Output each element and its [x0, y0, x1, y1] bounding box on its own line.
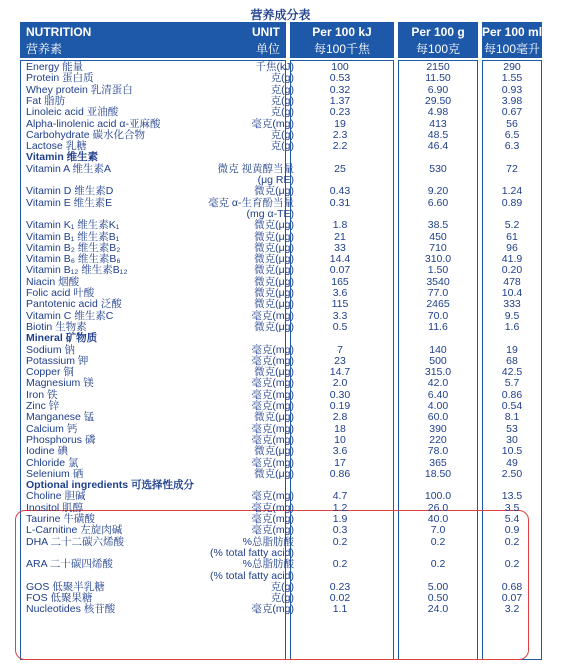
- nutrient-name: Linoleic acid 亚油酸: [26, 106, 119, 119]
- per-kj-value: 0.23: [329, 580, 351, 593]
- header-nutrition-en: NUTRITION: [26, 25, 92, 39]
- per-ml-value: 53: [506, 422, 518, 435]
- per-kj-value: 17: [334, 456, 346, 469]
- per-kj-value: 21: [334, 230, 346, 243]
- nutrient-name: Vitamin B₁ 维生素B₁: [26, 230, 120, 243]
- per-kj-value: 2.2: [332, 140, 348, 153]
- nutrient-name: Sodium 钠: [26, 343, 76, 356]
- header-unit-zh: 单位: [255, 42, 280, 56]
- per-kj-value: 0.02: [329, 592, 351, 605]
- unit-cell: (% total fatty acid): [209, 546, 294, 559]
- table-row: [20, 107, 542, 118]
- table-row: [20, 333, 542, 344]
- per-g-value: 6.40: [427, 388, 449, 401]
- unit-cell: 克(g): [270, 140, 294, 153]
- table-row: [20, 220, 542, 231]
- per-g-value: 42.0: [427, 377, 449, 390]
- nutrient-name: Energy 能量: [26, 61, 84, 73]
- table-row: [20, 604, 542, 615]
- per-g-value: 5.00: [427, 580, 449, 593]
- table-row: [20, 378, 542, 389]
- table-row: [20, 322, 542, 333]
- unit-cell: 微克(μg): [254, 253, 294, 266]
- table-row: [20, 186, 542, 197]
- nutrient-name: Magnesium 镁: [26, 377, 94, 390]
- per-g-value: 77.0: [427, 287, 449, 299]
- nutrient-name: ARA 二十碳四烯酸: [26, 558, 113, 571]
- header-col2-cell: [398, 22, 478, 58]
- per-ml-value: 0.86: [501, 388, 523, 401]
- header-col1-zh: 每100千焦: [313, 42, 371, 56]
- per-kj-value: 0.19: [329, 400, 351, 412]
- per-g-value: 310.0: [424, 253, 452, 266]
- unit-cell: 微克(μg): [254, 467, 294, 480]
- per-g-value: 220: [429, 433, 447, 446]
- per-kj-value: 0.31: [329, 196, 351, 209]
- nutrient-name: Vitamin C 维生素C: [26, 309, 114, 322]
- unit-cell: 毫克 α-生育酚当量: [208, 196, 294, 209]
- unit-cell: 微克 视黄醇当量: [217, 162, 294, 175]
- unit-cell: %总脂肪酸: [242, 558, 294, 571]
- table-row: [20, 119, 542, 130]
- header-col2-en: Per 100 g: [411, 25, 465, 39]
- per-kj-value: 0.43: [329, 185, 351, 198]
- nutrient-name: Folic acid 叶酸: [26, 287, 95, 299]
- per-g-value: 500: [429, 354, 447, 367]
- header-unit-en: UNIT: [252, 25, 280, 39]
- per-g-value: 46.4: [427, 140, 449, 153]
- per-ml-value: 41.9: [501, 253, 523, 266]
- per-kj-value: 7: [337, 343, 343, 356]
- nutrient-name: Calcium 钙: [26, 422, 78, 435]
- unit-cell: (% total fatty acid): [209, 569, 294, 582]
- header-col3-en: Per 100 ml: [482, 25, 543, 39]
- per-ml-value: 13.5: [501, 490, 523, 503]
- nutrient-name: Carbohydrate 碳水化合物: [26, 128, 146, 141]
- per-ml-value: 6.5: [504, 128, 520, 141]
- nutrient-name: Vitamin B₁₂ 维生素B₁₂: [26, 264, 128, 277]
- nutrient-name: Iodine 碘: [26, 445, 69, 458]
- nutrient-name: Optional ingredients 可选择性成分: [26, 479, 195, 492]
- nutrient-name: Copper 铜: [26, 366, 74, 379]
- per-ml-value: 61: [506, 230, 518, 243]
- per-kj-value: 33: [334, 241, 346, 254]
- per-kj-value: 14.4: [329, 253, 351, 266]
- per-kj-value: 0.3: [332, 524, 348, 537]
- header-nutrition-zh: 营养素: [26, 42, 63, 56]
- per-ml-value: 5.7: [504, 377, 520, 390]
- per-g-value: 413: [429, 117, 447, 130]
- unit-cell: 毫克(mg): [251, 422, 294, 435]
- nutrient-name: Choline 胆碱: [26, 490, 86, 503]
- unit-cell: 微克(μg): [254, 298, 294, 311]
- nutrient-name: Manganese 锰: [26, 411, 95, 424]
- per-g-value: 6.90: [427, 83, 449, 96]
- header-nutrient-cell: [20, 22, 286, 58]
- table-row: [20, 265, 542, 276]
- table-row: [20, 525, 542, 536]
- per-g-value: 11.6: [428, 320, 448, 333]
- per-ml-value: 478: [503, 275, 521, 288]
- per-ml-value: 8.1: [504, 411, 520, 424]
- per-g-value: 6.60: [427, 196, 449, 209]
- nutrient-name: Vitamin D 维生素D: [26, 185, 114, 198]
- unit-cell: 微克(μg): [254, 185, 294, 198]
- per-ml-value: 68: [506, 354, 518, 367]
- unit-cell: 毫克(mg): [251, 343, 294, 356]
- per-ml-value: 5.4: [504, 513, 520, 525]
- per-g-value: 9.20: [427, 185, 449, 198]
- per-g-value: 70.0: [427, 309, 449, 322]
- per-kj-value: 0.2: [332, 535, 348, 548]
- per-ml-value: 9.5: [504, 309, 520, 322]
- per-kj-value: 1.2: [332, 501, 348, 514]
- unit-cell: (mg α-TE): [246, 207, 294, 220]
- nutrient-name: Zinc 锌: [26, 400, 60, 412]
- unit-cell: 克(g): [270, 592, 294, 605]
- table-row: [20, 412, 542, 423]
- unit-cell: 毫克(mg): [251, 433, 294, 446]
- per-ml-value: 290: [503, 61, 521, 73]
- unit-cell: 克(g): [270, 72, 294, 85]
- header-col2-zh: 每100克: [415, 42, 461, 56]
- table-row: [20, 141, 542, 152]
- per-g-value: 450: [429, 230, 447, 243]
- per-ml-value: 2.50: [501, 467, 523, 480]
- nutrient-name: Fat 脂肪: [26, 94, 66, 107]
- per-g-value: 530: [429, 162, 447, 175]
- unit-cell: 千焦(kJ): [255, 61, 294, 73]
- per-g-value: 710: [429, 241, 447, 254]
- nutrient-name: Potassium 钾: [26, 354, 89, 367]
- per-g-value: 315.0: [424, 366, 452, 379]
- unit-cell: 微克(μg): [254, 287, 294, 299]
- unit-cell: 微克(μg): [254, 264, 294, 277]
- header-col1-en: Per 100 kJ: [312, 25, 372, 39]
- nutrient-name: Phosphorus 磷: [26, 433, 96, 446]
- header-col1-cell: [290, 22, 394, 58]
- per-g-value: 24.0: [427, 603, 449, 616]
- per-ml-value: 0.68: [501, 580, 523, 593]
- nutrient-name: Biotin 生物素: [26, 320, 87, 333]
- unit-cell: %总脂肪酸: [242, 535, 294, 548]
- nutrient-name: Vitamin 维生素: [26, 151, 99, 164]
- per-g-value: 365: [429, 456, 447, 469]
- table-row: [20, 85, 542, 96]
- per-kj-value: 0.07: [329, 264, 351, 277]
- per-kj-value: 0.30: [329, 388, 351, 401]
- per-kj-value: 23: [334, 354, 346, 367]
- per-ml-value: 96: [506, 241, 518, 254]
- per-ml-value: 3.5: [504, 501, 520, 514]
- per-kj-value: 1.9: [332, 513, 348, 525]
- unit-cell: 微克(μg): [254, 445, 294, 458]
- nutrition-table: [20, 22, 542, 662]
- unit-cell: 毫克(mg): [251, 603, 294, 616]
- per-kj-value: 14.7: [329, 366, 351, 379]
- nutrient-name: Protein 蛋白质: [26, 72, 94, 85]
- per-g-value: 0.2: [430, 558, 446, 571]
- table-row: [20, 491, 542, 502]
- per-kj-value: 3.6: [332, 445, 348, 458]
- nutrient-name: Iron 铁: [26, 388, 58, 401]
- per-g-value: 4.98: [427, 106, 449, 119]
- unit-cell: 微克(μg): [254, 411, 294, 424]
- per-kj-value: 2.8: [332, 411, 348, 424]
- unit-cell: 毫克(mg): [251, 490, 294, 503]
- per-ml-value: 1.55: [501, 72, 523, 85]
- table-row: [20, 446, 542, 457]
- per-g-value: 0.50: [427, 592, 449, 605]
- per-kj-value: 19: [334, 117, 346, 130]
- per-kj-value: 3.3: [332, 309, 348, 322]
- table-row: [20, 232, 542, 243]
- nutrient-name: FOS 低聚果糖: [26, 592, 93, 605]
- nutrient-name: Vitamin B₂ 维生素B₂: [26, 241, 121, 254]
- per-ml-value: 30: [506, 433, 518, 446]
- per-ml-value: 0.9: [504, 524, 520, 537]
- nutrient-name: Taurine 牛磺酸: [26, 513, 95, 525]
- per-ml-value: 3.2: [504, 603, 520, 616]
- unit-cell: 微克(μg): [254, 320, 294, 333]
- per-ml-value: 0.2: [504, 535, 520, 548]
- unit-cell: 微克(μg): [254, 219, 294, 232]
- header-col3-cell: [482, 22, 542, 58]
- per-kj-value: 2.3: [332, 128, 348, 141]
- unit-cell: 毫克(mg): [251, 309, 294, 322]
- unit-cell: 克(g): [270, 94, 294, 107]
- per-g-value: 38.5: [427, 219, 449, 232]
- table-row: [20, 559, 542, 570]
- per-kj-value: 115: [331, 298, 349, 311]
- per-ml-value: 0.07: [501, 592, 523, 605]
- table-row: [20, 424, 542, 435]
- per-kj-value: 0.5: [332, 320, 348, 333]
- nutrient-name: Pantotenic acid 泛酸: [26, 298, 122, 311]
- per-ml-value: 0.67: [501, 106, 523, 119]
- per-ml-value: 6.3: [504, 140, 520, 153]
- per-g-value: 0.2: [430, 535, 446, 548]
- table-title: 营养成分表: [250, 8, 311, 22]
- per-g-value: 11.50: [425, 72, 451, 85]
- table-row: [20, 198, 542, 209]
- per-kj-value: 1.1: [332, 603, 348, 616]
- per-kj-value: 0.23: [329, 106, 351, 119]
- header-col3-zh: 每100毫升: [483, 42, 541, 56]
- nutrient-name: Chloride 氯: [26, 456, 79, 469]
- unit-cell: 微克(μg): [254, 275, 294, 288]
- unit-cell: 毫克(mg): [251, 456, 294, 469]
- per-kj-value: 100: [331, 61, 349, 73]
- unit-cell: 毫克(mg): [251, 513, 294, 525]
- per-ml-value: 72: [506, 162, 518, 175]
- unit-cell: 克(g): [270, 128, 294, 141]
- unit-cell: 克(g): [270, 83, 294, 96]
- unit-cell: 毫克(mg): [251, 524, 294, 537]
- nutrient-name: DHA 二十二碳六烯酸: [26, 535, 125, 548]
- table-row: [20, 152, 542, 163]
- per-kj-value: 1.8: [332, 219, 348, 232]
- per-ml-value: 0.93: [501, 83, 523, 96]
- per-kj-value: 3.6: [332, 287, 348, 299]
- table-row: [20, 537, 542, 548]
- per-kj-value: 25: [334, 162, 346, 175]
- nutrient-name: Mineral 矿物质: [26, 332, 98, 345]
- per-kj-value: 0.53: [329, 72, 351, 85]
- nutrient-name: Whey protein 乳清蛋白: [26, 83, 133, 96]
- per-g-value: 140: [429, 343, 447, 356]
- per-kj-value: 10: [334, 433, 346, 446]
- per-g-value: 3540: [426, 275, 450, 288]
- per-ml-value: 1.6: [504, 320, 520, 333]
- nutrient-name: GOS 低聚半乳糖: [26, 580, 105, 593]
- per-ml-value: 10.4: [501, 287, 523, 299]
- unit-cell: 毫克(mg): [251, 388, 294, 401]
- per-g-value: 7.0: [430, 524, 446, 537]
- per-kj-value: 1.37: [329, 94, 351, 107]
- per-ml-value: 42.5: [501, 366, 523, 379]
- per-g-value: 26.0: [427, 501, 449, 514]
- per-ml-value: 19: [506, 343, 518, 356]
- nutrient-name: Alpha-linolenic acid α-亚麻酸: [26, 117, 161, 130]
- per-g-value: 100.0: [424, 490, 452, 503]
- per-g-value: 2465: [426, 298, 450, 311]
- per-g-value: 18.50: [424, 467, 452, 480]
- nutrient-name: Niacin 烟酸: [26, 275, 80, 288]
- per-ml-value: 10.5: [501, 445, 523, 458]
- table-row: [20, 345, 542, 356]
- per-g-value: 4.00: [427, 400, 449, 412]
- unit-cell: 毫克(mg): [251, 400, 294, 412]
- per-ml-value: 0.20: [501, 264, 523, 277]
- per-ml-value: 49: [506, 456, 518, 469]
- table-row: [20, 458, 542, 469]
- per-ml-value: 0.54: [501, 400, 523, 412]
- unit-cell: 微克(μg): [254, 241, 294, 254]
- per-kj-value: 165: [331, 275, 349, 288]
- per-g-value: 40.0: [427, 513, 449, 525]
- per-kj-value: 0.32: [329, 83, 351, 96]
- table-row: [20, 73, 542, 84]
- unit-cell: 克(g): [270, 580, 294, 593]
- per-g-value: 29.50: [424, 94, 452, 107]
- per-ml-value: 56: [506, 117, 518, 130]
- unit-cell: 毫克(mg): [251, 377, 294, 390]
- unit-cell: 毫克(mg): [251, 117, 294, 130]
- nutrient-name: L-Carnitine 左旋肉碱: [26, 524, 123, 537]
- per-ml-value: 0.89: [501, 196, 523, 209]
- table-row: [20, 311, 542, 322]
- unit-cell: 克(g): [270, 106, 294, 119]
- per-g-value: 2150: [426, 61, 450, 73]
- per-g-value: 1.50: [427, 264, 449, 277]
- table-row: [20, 571, 542, 582]
- unit-cell: 微克(μg): [254, 230, 294, 243]
- per-kj-value: 4.7: [332, 490, 348, 503]
- nutrient-name: Inositol 肌醇: [26, 501, 84, 514]
- per-g-value: 60.0: [427, 411, 449, 424]
- nutrient-name: Nucleotides 核苷酸: [26, 603, 116, 616]
- per-kj-value: 0.2: [332, 558, 348, 571]
- per-kj-value: 2.0: [332, 377, 348, 390]
- per-g-value: 390: [429, 422, 447, 435]
- unit-cell: (μg RE): [257, 174, 294, 186]
- nutrient-name: Vitamin A 维生素A: [26, 162, 112, 175]
- per-g-value: 78.0: [427, 445, 449, 458]
- per-ml-value: 0.2: [504, 558, 520, 571]
- nutrient-name: Vitamin K₁ 维生素K₁: [26, 219, 120, 232]
- per-ml-value: 1.24: [501, 185, 523, 198]
- nutrient-name: Vitamin B₆ 维生素B₆: [26, 253, 121, 266]
- per-kj-value: 0.86: [329, 467, 351, 480]
- per-kj-value: 18: [334, 422, 346, 435]
- nutrient-name: Lactose 乳糖: [26, 140, 87, 153]
- per-ml-value: 3.98: [501, 94, 523, 107]
- unit-cell: 微克(μg): [254, 366, 294, 379]
- unit-cell: 毫克(mg): [251, 354, 294, 367]
- nutrient-name: Selenium 硒: [26, 467, 84, 480]
- table-row: [20, 299, 542, 310]
- nutrient-name: Vitamin E 维生素E: [26, 196, 113, 209]
- per-ml-value: 5.2: [504, 219, 520, 232]
- per-ml-value: 333: [503, 298, 521, 311]
- unit-cell: 毫克(mg): [251, 501, 294, 514]
- per-g-value: 48.5: [427, 128, 449, 141]
